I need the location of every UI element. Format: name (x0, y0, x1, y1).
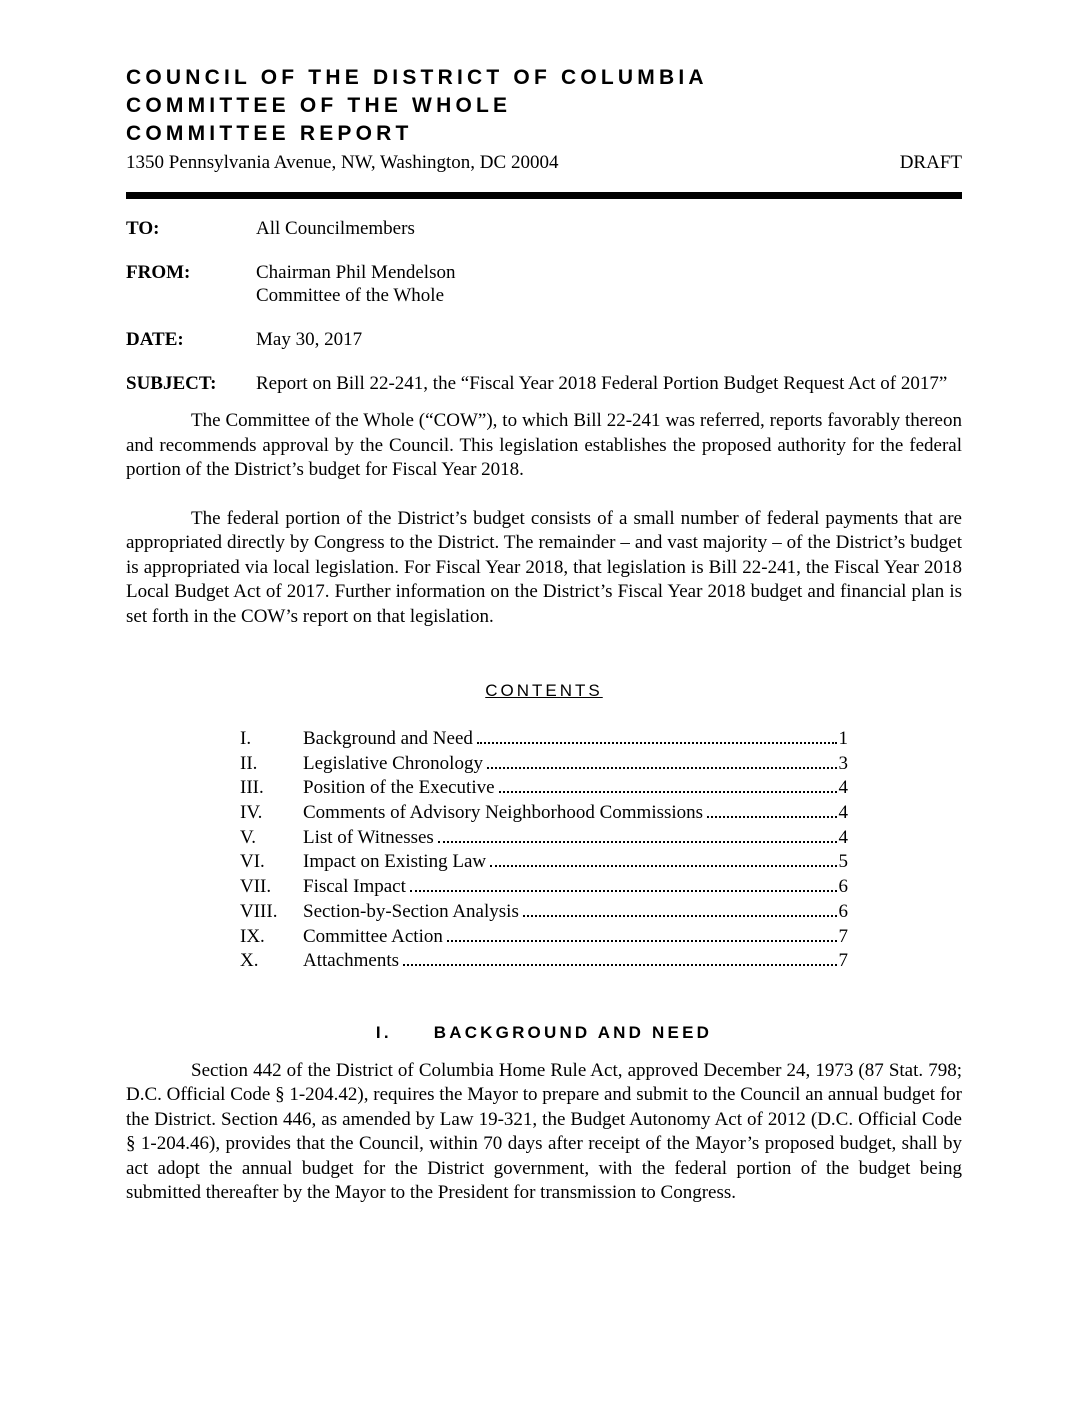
intro (126, 409, 962, 629)
toc-item-number: IV. (240, 802, 263, 824)
toc-item-title: Fiscal Impact (303, 876, 406, 898)
toc-item-title: Position of the Executive (303, 777, 495, 799)
report-page (126, 64, 962, 1206)
subject-label: SUBJECT: (126, 373, 217, 394)
toc-item (240, 851, 848, 876)
toc-item-title: Attachments (303, 950, 400, 972)
toc-item-number: I. (240, 728, 252, 749)
memo-from (126, 261, 962, 307)
toc-leader-dots (523, 915, 837, 917)
from-line-2: Committee of the Whole (256, 285, 445, 306)
toc-leader-dots (707, 816, 836, 818)
toc-item-number: V. (240, 826, 257, 848)
header-rule (126, 192, 962, 199)
toc-leader-dots (403, 964, 836, 966)
toc-leader-dots (438, 841, 837, 843)
address: 1350 Pennsylvania Avenue, NW, Washington, DC 20004 (126, 152, 559, 173)
council-title: COUNCIL OF THE DISTRICT OF COLUMBIA (126, 66, 708, 89)
toc-item-title: Background and Need (303, 728, 473, 749)
toc-item-page: 4 (838, 777, 848, 799)
report-title: COMMITTEE REPORT (126, 122, 413, 145)
toc-item-number: III. (240, 777, 264, 799)
intro-paragraph-2: The federal portion of the District’s budget consists of a small number of federal payments that are appropriated directly by Congress to the District. The remainder – and vast majority – of the District’s budget is appropriated via local legislation. For Fiscal Year 2018, that legislation is Bill 22-241, the Fiscal Year 2018 Local Budget Act of 2017. Further information on the District’s Fiscal Year 2018 budget and financial plan is set forth in the COW’s report on that legislation. (126, 507, 962, 627)
toc-item-page: 6 (838, 876, 848, 898)
toc-leader-dots (447, 940, 837, 942)
memo-to (126, 217, 962, 240)
toc-item-title: Committee Action (303, 925, 443, 947)
toc-item (240, 901, 848, 926)
toc-leader-dots (490, 865, 836, 867)
toc-leader-dots (477, 742, 837, 744)
toc-item-page: 4 (838, 826, 848, 848)
toc-item (240, 926, 848, 951)
toc-item-number: VII. (240, 876, 272, 898)
section-number: I. (375, 1022, 392, 1042)
subject-value: Report on Bill 22-241, the “Fiscal Year 2018 Federal Portion Budget Request Act of 2017” (256, 373, 948, 394)
section-heading (126, 1023, 962, 1043)
toc-item-page: 7 (838, 925, 848, 947)
draft-label: DRAFT (899, 152, 962, 173)
toc-item (240, 802, 848, 827)
toc-item-title: Section-by-Section Analysis (303, 900, 519, 922)
toc-item-number: II. (240, 752, 258, 774)
toc-item-title: Legislative Chronology (303, 752, 483, 774)
toc-item-page: 7 (838, 950, 848, 972)
toc-item-number: VIII. (240, 900, 278, 922)
memo-subject (126, 372, 962, 395)
toc-item-page: 5 (838, 851, 848, 873)
toc-item (240, 827, 848, 852)
toc-item-page: 4 (838, 802, 848, 824)
contents-title: CONTENTS (485, 681, 603, 700)
toc-item-title: Comments of Advisory Neighborhood Commissions (303, 802, 704, 824)
toc-item-number: IX. (240, 925, 265, 947)
to-label: TO: (126, 218, 160, 239)
section-title: BACKGROUND AND NEED (433, 1022, 713, 1042)
toc-item-page: 1 (838, 728, 848, 749)
toc-item-title: List of Witnesses (303, 826, 434, 848)
toc-item (240, 728, 848, 753)
report-header (126, 64, 962, 199)
date-value: May 30, 2017 (256, 329, 363, 350)
table-of-contents (240, 728, 848, 975)
toc-item-title: Impact on Existing Law (303, 851, 487, 873)
intro-paragraph-1: The Committee of the Whole (“COW”), to which Bill 22-241 was referred, reports favorably thereon and recommends approval by the Council. This legislation establishes the proposed authority for the federal portion of the District’s budget for Fiscal Year 2018. (126, 410, 962, 480)
address-row (126, 150, 962, 176)
toc-item-page: 3 (838, 752, 848, 774)
from-label: FROM: (126, 262, 191, 283)
toc-item (240, 777, 848, 802)
toc-leader-dots (410, 890, 837, 892)
toc-item-page: 6 (838, 900, 848, 922)
committee-title: COMMITTEE OF THE WHOLE (126, 94, 512, 117)
toc-item-number: X. (240, 950, 259, 972)
date-label: DATE: (126, 329, 184, 350)
memo-date (126, 328, 962, 351)
to-value: All Councilmembers (256, 218, 415, 239)
toc-item-number: VI. (240, 851, 265, 873)
toc-item (240, 753, 848, 778)
from-line-1: Chairman Phil Mendelson (256, 262, 456, 283)
background-paragraph: Section 442 of the District of Columbia Home Rule Act, approved December 24, 1973 (87 Stat. 798; D.C. Official Code § 1-204.42), requires the Mayor to prepare and submit to the Council an annual budget for the District. Section 446, as amended by Law 19-321, the Budget Autonomy Act of 2012 (D.C. Official Code § 1-204.46), provides that the Council, within 70 days after receipt of the Mayor’s proposed budget, shall by act adopt the annual budget for the District government, with the federal portion of the budget being submitted thereafter by the Mayor to the President for transmission to Congress. (126, 1059, 962, 1204)
toc-item (240, 950, 848, 975)
toc-item (240, 876, 848, 901)
memo-block (126, 217, 962, 395)
toc-leader-dots (487, 767, 837, 769)
toc-leader-dots (499, 791, 837, 793)
